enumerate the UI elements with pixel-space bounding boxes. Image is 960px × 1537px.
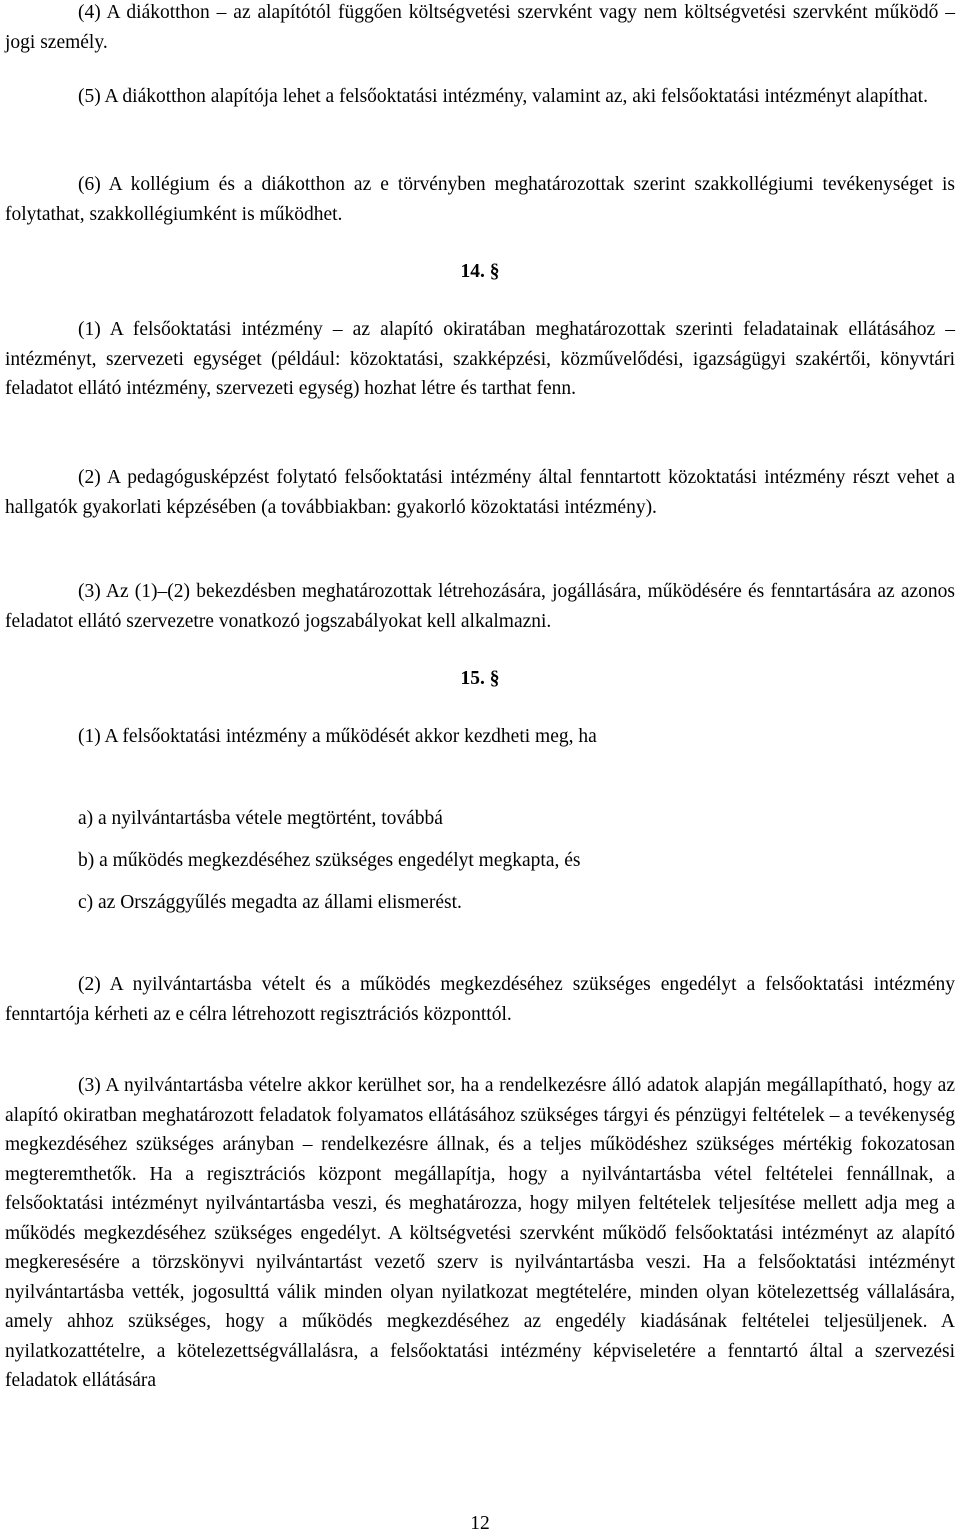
list-item-b: b) a működés megkezdéséhez szükséges engedélyt megkapta, és: [78, 850, 581, 871]
section-15-heading: [0, 664, 960, 694]
section-14-heading-text: 14. §: [460, 261, 500, 282]
paragraph-diakotthon-5: (5) A diákotthon alapítója lehet a felsőoktatási intézmény, valamint az, aki felsőoktatási intézményt alapíthat.: [78, 86, 928, 107]
paragraph-diakotthon-4: (4) A diákotthon – az alapítótól függően költségvetési szervként vagy nem költségvetési szervként működő – jogi személy.: [5, 2, 955, 53]
list-item-a: a) a nyilvántartásba vétele megtörtént, továbbá: [78, 808, 443, 829]
section-15-paragraph-1-intro: (1) A felsőoktatási intézmény a működését akkor kezdheti meg, ha: [78, 726, 597, 747]
page-number: 12: [470, 1513, 490, 1534]
section-14-paragraph-3: (3) Az (1)–(2) bekezdésben meghatározottak létrehozására, jogállására, működésére és fenntartására az azonos feladatot ellátó szervezetre vonatkozó jogszabályokat kell alkalmazni.: [5, 581, 955, 632]
section-14-paragraph-2: (2) A pedagógusképzést folytató felsőoktatási intézmény által fenntartott közoktatási intézmény részt vehet a hallgatók gyakorlati képzésében (a továbbiakban: gyakorló közoktatási intézmény).: [5, 467, 955, 518]
section-15-paragraph-3: (3) A nyilvántartásba vételre akkor kerülhet sor, ha a rendelkezésre álló adatok alapján megállapítható, hogy az alapító okiratban meghatározott feladatok folyamatos ellátásához szükséges tárgyi és pénzügyi feltételek – a tevékenység megkezdéséhez szükséges arányban – rendelkezésre állnak, és a teljes működéshez szükséges mértékig fokozatosan megteremthetők. Ha a regisztrációs központ megállapítja, hogy a nyilvántartásba vétel feltételei fennállnak, a felsőoktatási intézményt nyilvántartásba veszi, és meghatározza, hogy milyen feltételek teljesítése mellett adja meg a működés megkezdéséhez szükséges engedélyt. A költségvetési szervként működő felsőoktatási intézményt az alapító megkeresésére a törzskönyvi nyilvántartást vezető szerv is nyilvántartásba veszi. Ha a felsőoktatási intézményt nyilvántartásba vették, jogosulttá válik minden olyan nyilatkozat megtételére, minden olyan kötelezettség vállalására, amely ahhoz szükséges, hogy a működés megkezdéséhez az engedély kiadásának feltételei teljesüljenek. A nyilatkozattételre, a kötelezettségvállalásra, a felsőoktatási intézmény képviseletére a fenntartó által a szervezési feladatok ellátására: [5, 1075, 955, 1391]
section-14-heading: [0, 257, 960, 287]
section-15-heading-text: 15. §: [460, 668, 500, 689]
section-14-paragraph-1: (1) A felsőoktatási intézmény – az alapító okiratában meghatározottak szerinti feladatainak ellátásához – intézményt, szervezeti egységet (például: közoktatási, szakképzési, közművelődési, igazságügyi szakértői, könyvtári feladatot ellátó intézmény, szervezeti egység) hozhat létre és tarthat fenn.: [5, 319, 955, 399]
section-15-paragraph-2: (2) A nyilvántartásba vételt és a működés megkezdéséhez szükséges engedélyt a felsőoktatási intézmény fenntartója kérheti az e célra létrehozott regisztrációs központtól.: [5, 974, 955, 1025]
paragraph-diakotthon-6: (6) A kollégium és a diákotthon az e törvényben meghatározottak szerint szakkollégiumi tevékenységet is folytathat, szakkollégiumként is működhet.: [5, 174, 955, 225]
list-item-c: c) az Országgyűlés megadta az állami elismerést.: [78, 892, 462, 913]
